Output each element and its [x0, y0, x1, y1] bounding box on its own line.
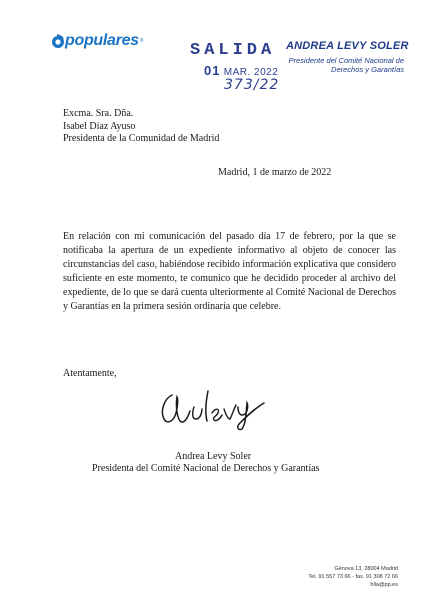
logo-text: populares — [65, 32, 139, 49]
footer-address: Génova 13, 28004 Madrid — [334, 566, 398, 572]
signatory-title: Presidenta del Comité Nacional de Derechos y Garantías — [92, 463, 320, 474]
author-role — [282, 56, 404, 74]
stamp-registry-number: 373/22 — [224, 77, 280, 93]
stamp-title: SALIDA — [190, 41, 276, 60]
logo-mark-icon — [52, 34, 66, 49]
stamp-date-day: 01 — [204, 63, 221, 78]
signatory-name: Andrea Levy Soler — [175, 451, 252, 462]
recipient-salutation: Excma. Sra. Dña. — [63, 108, 134, 119]
stamp-date — [204, 63, 278, 78]
author-role-line1: Presidente del Comité Nacional de — [288, 56, 404, 65]
letter-body: En relación con mi comunicación del pasado día 17 de febrero, por la que se notificaba la apertura de un expediente informativo al objeto de conocer las circunstancias del caso, habiéndose recibido información explicativa que considero suficiente en este momento, te comunico que he decidido proceder al archivo del expediente, de lo que se dará cuenta ulteriormente al Comité Nacional de Derechos y Garantías en la primera sesión ordinaria que celebre. — [63, 231, 396, 313]
party-logo — [52, 32, 143, 50]
footer-contact — [308, 565, 398, 589]
letter-date: Madrid, 1 de marzo de 2022 — [218, 167, 332, 178]
footer-email: hlla@pp.es — [370, 582, 398, 588]
stamp-date-rest: MAR. 2022 — [223, 67, 279, 78]
recipient-block — [63, 108, 219, 146]
recipient-name: Isabel Díaz Ayuso — [63, 120, 136, 132]
closing: Atentamente, — [63, 368, 117, 379]
handwritten-signature — [158, 385, 274, 431]
author-name: ANDREA LEVY SOLER — [286, 40, 409, 52]
footer-phone: Tel. 91 557 73 66 - fax. 91 308 72 66 — [308, 574, 398, 580]
author-role-line2: Derechos y Garantías — [331, 65, 404, 74]
recipient-title: Presidenta de la Comunidad de Madrid — [63, 133, 220, 144]
logo-registered-mark: ® — [139, 38, 144, 44]
